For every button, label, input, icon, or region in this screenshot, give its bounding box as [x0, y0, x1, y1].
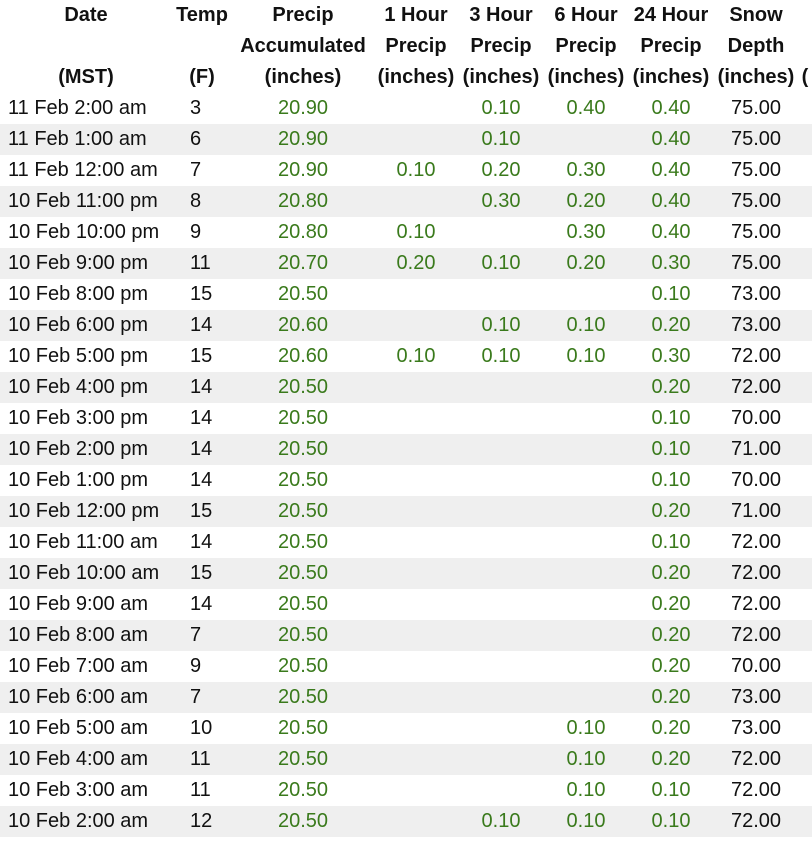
precip-24-hour-cell: 0.40	[628, 124, 714, 155]
precip-3-hour-cell	[458, 558, 544, 589]
precip-6-hour-cell: 0.30	[566, 221, 606, 243]
precip-3-hour-cell	[458, 713, 544, 744]
precip-3-hour-cell: 0.10	[458, 310, 544, 341]
precip-24-hour-cell: 0.30	[651, 345, 691, 367]
date-cell: 11 Feb 12:00 am	[8, 159, 158, 181]
precip-3-hour-cell: 0.10	[481, 97, 521, 119]
precip-1-hour-cell	[374, 310, 458, 341]
temp-cell: 12	[172, 806, 232, 837]
precip-24-hour-cell: 0.30	[628, 248, 714, 279]
precip-accumulated-cell: 20.50	[232, 434, 374, 465]
date-cell: 10 Feb 4:00 pm	[0, 372, 172, 403]
precip-accumulated-cell: 20.50	[277, 531, 329, 553]
date-cell: 10 Feb 6:00 am	[0, 682, 172, 713]
header-6-hour-precip: 6 Hour	[554, 4, 618, 26]
precip-1-hour-cell: 0.10	[396, 345, 436, 367]
precip-accumulated-cell: 20.50	[277, 593, 329, 615]
table-row	[0, 775, 812, 806]
header-extra	[798, 0, 812, 31]
precip-accumulated-cell: 20.70	[232, 248, 374, 279]
snow-depth-cell: 73.00	[730, 717, 782, 739]
precip-24-hour-cell: 0.40	[651, 221, 691, 243]
extra-cell	[798, 124, 812, 155]
precip-6-hour-cell: 0.10	[566, 779, 606, 801]
precip-3-hour-cell: 0.10	[458, 248, 544, 279]
extra-cell	[798, 341, 812, 372]
header-date-line2	[0, 31, 172, 62]
header-3-hour-precip-line2: Precip	[470, 35, 532, 57]
precip-accumulated-cell: 20.60	[277, 345, 329, 367]
date-cell: 10 Feb 2:00 am	[0, 806, 172, 837]
precip-24-hour-cell: 0.20	[628, 682, 714, 713]
precip-24-hour-cell: 0.20	[628, 620, 714, 651]
precip-3-hour-cell	[458, 372, 544, 403]
date-cell: 10 Feb 10:00 pm	[8, 221, 160, 243]
extra-cell	[798, 248, 812, 279]
date-cell: 10 Feb 10:00 am	[0, 558, 172, 589]
precip-accumulated-cell: 20.80	[232, 186, 374, 217]
table-row	[0, 372, 812, 403]
snow-depth-cell: 72.00	[714, 372, 798, 403]
precip-3-hour-cell: 0.10	[458, 806, 544, 837]
temp-cell: 11	[172, 744, 232, 775]
precip-24-hour-cell: 0.20	[651, 717, 691, 739]
precip-24-hour-cell: 0.10	[628, 806, 714, 837]
extra-cell	[798, 155, 812, 186]
table-header	[0, 0, 812, 93]
precip-accumulated-cell: 20.50	[277, 779, 329, 801]
date-cell: 10 Feb 2:00 pm	[0, 434, 172, 465]
precip-1-hour-cell	[374, 465, 458, 496]
temp-cell: 9	[190, 655, 202, 677]
extra-cell	[798, 279, 812, 310]
precip-24-hour-cell: 0.10	[651, 407, 691, 429]
date-cell: 10 Feb 9:00 pm	[0, 248, 172, 279]
snow-depth-cell: 70.00	[730, 407, 782, 429]
temp-cell: 15	[172, 496, 232, 527]
table-row	[0, 155, 812, 186]
precip-6-hour-cell	[544, 434, 628, 465]
snow-depth-cell: 72.00	[714, 744, 798, 775]
header-date: Date	[64, 4, 108, 26]
table-row	[0, 93, 812, 124]
header-24-hour-precip-line2: Precip	[640, 35, 702, 57]
header-snow-depth-line2: Depth	[727, 35, 785, 57]
precip-6-hour-cell	[544, 279, 628, 310]
header-extra-line2	[798, 31, 812, 62]
date-cell: 10 Feb 5:00 pm	[8, 345, 149, 367]
precip-accumulated-cell: 20.50	[232, 496, 374, 527]
snow-depth-cell: 72.00	[730, 531, 782, 553]
extra-cell	[798, 496, 812, 527]
table-row	[0, 434, 812, 465]
extra-cell	[798, 620, 812, 651]
table-row	[0, 403, 812, 434]
precip-6-hour-cell: 0.10	[544, 744, 628, 775]
precip-3-hour-cell	[458, 496, 544, 527]
precip-6-hour-cell: 0.30	[566, 159, 606, 181]
snow-depth-cell: 72.00	[714, 806, 798, 837]
header-1-hour-precip-unit: (inches)	[377, 66, 455, 88]
precip-1-hour-cell: 0.20	[374, 248, 458, 279]
precip-24-hour-cell: 0.20	[651, 655, 691, 677]
header-date-unit: (MST)	[58, 66, 114, 88]
precip-accumulated-cell: 20.50	[232, 806, 374, 837]
precip-3-hour-cell	[458, 651, 544, 682]
extra-cell	[798, 558, 812, 589]
temp-cell: 10	[190, 717, 213, 739]
precip-3-hour-cell	[458, 527, 544, 558]
precip-accumulated-cell: 20.50	[232, 558, 374, 589]
extra-cell	[798, 806, 812, 837]
precip-1-hour-cell	[374, 775, 458, 806]
precip-1-hour-cell	[374, 651, 458, 682]
precip-3-hour-cell	[458, 279, 544, 310]
temp-cell: 11	[190, 779, 211, 801]
extra-cell	[798, 465, 812, 496]
precip-accumulated-cell: 20.50	[277, 717, 329, 739]
table-row	[0, 651, 812, 682]
date-cell: 10 Feb 1:00 pm	[8, 469, 149, 491]
temp-cell: 15	[172, 558, 232, 589]
table-row	[0, 589, 812, 620]
table-row	[0, 496, 812, 527]
precip-accumulated-cell: 20.90	[277, 159, 329, 181]
snow-depth-cell: 75.00	[730, 97, 782, 119]
table-row	[0, 620, 812, 651]
header-temp-line2	[172, 31, 232, 62]
precip-3-hour-cell	[458, 620, 544, 651]
precip-1-hour-cell: 0.10	[396, 159, 436, 181]
precip-6-hour-cell	[544, 124, 628, 155]
precip-1-hour-cell	[374, 279, 458, 310]
date-cell: 10 Feb 11:00 pm	[0, 186, 172, 217]
snow-depth-cell: 73.00	[714, 310, 798, 341]
precip-accumulated-cell: 20.90	[277, 97, 329, 119]
header-extra-unit: (	[801, 66, 809, 88]
temp-cell: 14	[172, 372, 232, 403]
precip-6-hour-cell	[544, 372, 628, 403]
precip-1-hour-cell	[374, 124, 458, 155]
temp-cell: 3	[190, 97, 202, 119]
header-row-1	[0, 0, 812, 31]
precip-24-hour-cell: 0.10	[651, 779, 691, 801]
header-24-hour-precip: 24 Hour	[633, 4, 709, 26]
precip-1-hour-cell	[374, 403, 458, 434]
temp-cell: 14	[190, 407, 213, 429]
temp-cell: 14	[172, 434, 232, 465]
date-cell: 10 Feb 8:00 am	[0, 620, 172, 651]
temp-cell: 14	[190, 593, 213, 615]
extra-cell	[798, 527, 812, 558]
date-cell: 10 Feb 5:00 am	[8, 717, 149, 739]
header-snow-depth-unit: (inches)	[717, 66, 795, 88]
precip-24-hour-cell: 0.10	[651, 283, 691, 305]
precip-accumulated-cell: 20.50	[232, 744, 374, 775]
table-row	[0, 558, 812, 589]
precip-accumulated-cell: 20.50	[277, 283, 329, 305]
header-3-hour-precip: 3 Hour	[469, 4, 533, 26]
snow-depth-cell: 72.00	[714, 558, 798, 589]
header-1-hour-precip-line2: Precip	[385, 35, 447, 57]
snow-depth-cell: 71.00	[714, 496, 798, 527]
precip-3-hour-cell: 0.30	[458, 186, 544, 217]
precip-accumulated-cell: 20.50	[277, 407, 329, 429]
table-body	[0, 93, 812, 837]
precip-1-hour-cell	[374, 682, 458, 713]
precip-1-hour-cell	[374, 372, 458, 403]
header-24-hour-precip-unit: (inches)	[632, 66, 710, 88]
precip-6-hour-cell: 0.10	[566, 717, 606, 739]
precip-3-hour-cell	[458, 465, 544, 496]
precip-3-hour-cell	[458, 682, 544, 713]
precip-accumulated-cell: 20.60	[232, 310, 374, 341]
temp-cell: 11	[172, 248, 232, 279]
precip-24-hour-cell: 0.20	[628, 310, 714, 341]
header-snow-depth: Snow	[729, 4, 783, 26]
table-row	[0, 465, 812, 496]
header-precip-accumulated-line2: Accumulated	[240, 35, 366, 57]
precip-24-hour-cell: 0.10	[651, 531, 691, 553]
snow-depth-cell: 72.00	[730, 779, 782, 801]
precip-24-hour-cell: 0.40	[651, 159, 691, 181]
extra-cell	[798, 217, 812, 248]
date-cell: 10 Feb 4:00 am	[0, 744, 172, 775]
precip-3-hour-cell	[458, 744, 544, 775]
precip-6-hour-cell: 0.10	[544, 310, 628, 341]
temp-cell: 15	[190, 345, 213, 367]
extra-cell	[798, 744, 812, 775]
extra-cell	[798, 372, 812, 403]
temp-cell: 6	[172, 124, 232, 155]
table-row	[0, 713, 812, 744]
precip-6-hour-cell	[544, 527, 628, 558]
precip-24-hour-cell: 0.20	[651, 593, 691, 615]
precip-24-hour-cell: 0.20	[628, 558, 714, 589]
precip-accumulated-cell: 20.50	[232, 620, 374, 651]
precip-6-hour-cell	[544, 403, 628, 434]
snow-depth-cell: 73.00	[714, 682, 798, 713]
date-cell: 10 Feb 12:00 pm	[0, 496, 172, 527]
precip-24-hour-cell: 0.20	[628, 372, 714, 403]
precip-6-hour-cell: 0.20	[544, 248, 628, 279]
precip-3-hour-cell: 0.20	[481, 159, 521, 181]
header-precip-accumulated: Precip	[272, 4, 334, 26]
table-row	[0, 527, 812, 558]
precip-3-hour-cell	[458, 434, 544, 465]
extra-cell	[798, 589, 812, 620]
precip-1-hour-cell	[374, 496, 458, 527]
date-cell: 10 Feb 3:00 am	[8, 779, 149, 801]
precip-6-hour-cell	[544, 589, 628, 620]
temp-cell: 7	[190, 159, 202, 181]
precip-6-hour-cell: 0.40	[566, 97, 606, 119]
date-cell: 10 Feb 6:00 pm	[0, 310, 172, 341]
table-row	[0, 279, 812, 310]
snow-depth-cell: 70.00	[730, 655, 782, 677]
precip-accumulated-cell: 20.80	[277, 221, 329, 243]
temp-cell: 14	[190, 531, 213, 553]
precip-6-hour-cell	[544, 651, 628, 682]
date-cell: 10 Feb 8:00 pm	[8, 283, 149, 305]
table-row	[0, 341, 812, 372]
table-row	[0, 806, 812, 837]
precip-1-hour-cell	[374, 558, 458, 589]
precip-6-hour-cell	[544, 620, 628, 651]
date-cell: 11 Feb 2:00 am	[8, 97, 147, 119]
date-cell: 10 Feb 9:00 am	[8, 593, 149, 615]
precip-6-hour-cell	[544, 496, 628, 527]
precip-3-hour-cell	[458, 589, 544, 620]
precip-6-hour-cell	[544, 465, 628, 496]
precip-6-hour-cell	[544, 682, 628, 713]
extra-cell	[798, 310, 812, 341]
precip-3-hour-cell	[458, 403, 544, 434]
table-row	[0, 682, 812, 713]
precip-accumulated-cell: 20.50	[232, 682, 374, 713]
precip-1-hour-cell	[374, 527, 458, 558]
extra-cell	[798, 93, 812, 124]
precip-3-hour-cell	[458, 217, 544, 248]
precip-accumulated-cell: 20.50	[277, 655, 329, 677]
snow-depth-cell: 75.00	[730, 221, 782, 243]
extra-cell	[798, 775, 812, 806]
table-row	[0, 248, 812, 279]
header-row-3	[0, 62, 812, 93]
header-temp: Temp	[176, 4, 228, 26]
header-6-hour-precip-line2: Precip	[555, 35, 617, 57]
snow-depth-cell: 70.00	[730, 469, 782, 491]
snow-depth-cell: 71.00	[714, 434, 798, 465]
date-cell: 11 Feb 1:00 am	[0, 124, 172, 155]
temp-cell: 9	[190, 221, 202, 243]
snow-depth-cell: 75.00	[714, 124, 798, 155]
precip-24-hour-cell: 0.40	[651, 97, 691, 119]
temp-cell: 14	[172, 310, 232, 341]
precip-accumulated-cell: 20.50	[232, 372, 374, 403]
snow-depth-cell: 75.00	[730, 159, 782, 181]
precip-24-hour-cell: 0.20	[628, 496, 714, 527]
precip-1-hour-cell	[374, 620, 458, 651]
precip-6-hour-cell	[544, 558, 628, 589]
precip-6-hour-cell: 0.20	[544, 186, 628, 217]
date-cell: 10 Feb 11:00 am	[8, 531, 158, 553]
extra-cell	[798, 713, 812, 744]
precip-1-hour-cell	[374, 744, 458, 775]
extra-cell	[798, 682, 812, 713]
temp-cell: 14	[190, 469, 213, 491]
header-row-2	[0, 31, 812, 62]
precip-6-hour-cell: 0.10	[566, 345, 606, 367]
table-row	[0, 310, 812, 341]
precip-accumulated-cell: 20.90	[232, 124, 374, 155]
precip-1-hour-cell	[374, 186, 458, 217]
precip-3-hour-cell: 0.10	[458, 124, 544, 155]
temp-cell: 8	[172, 186, 232, 217]
precip-1-hour-cell	[374, 713, 458, 744]
header-1-hour-precip: 1 Hour	[384, 4, 448, 26]
header-precip-accumulated-unit: (inches)	[264, 66, 342, 88]
extra-cell	[798, 403, 812, 434]
date-cell: 10 Feb 7:00 am	[8, 655, 149, 677]
precip-24-hour-cell: 0.10	[628, 434, 714, 465]
precip-1-hour-cell	[374, 434, 458, 465]
extra-cell	[798, 651, 812, 682]
snow-depth-cell: 72.00	[714, 620, 798, 651]
precip-24-hour-cell: 0.10	[651, 469, 691, 491]
precip-1-hour-cell	[374, 589, 458, 620]
temp-cell: 7	[172, 620, 232, 651]
precip-1-hour-cell	[374, 806, 458, 837]
precip-1-hour-cell	[374, 93, 458, 124]
snow-depth-cell: 72.00	[730, 593, 782, 615]
temp-cell: 15	[190, 283, 213, 305]
temp-cell: 7	[172, 682, 232, 713]
snow-depth-cell: 73.00	[730, 283, 782, 305]
extra-cell	[798, 186, 812, 217]
snow-depth-cell: 75.00	[714, 248, 798, 279]
precip-3-hour-cell: 0.10	[481, 345, 521, 367]
precip-24-hour-cell: 0.20	[628, 744, 714, 775]
extra-cell	[798, 434, 812, 465]
table-row	[0, 124, 812, 155]
table-row	[0, 186, 812, 217]
table-row	[0, 217, 812, 248]
precip-6-hour-cell: 0.10	[544, 806, 628, 837]
precip-3-hour-cell	[458, 775, 544, 806]
precip-accumulated-cell: 20.50	[277, 469, 329, 491]
header-3-hour-precip-unit: (inches)	[462, 66, 540, 88]
snow-depth-cell: 75.00	[714, 186, 798, 217]
snow-depth-cell: 72.00	[730, 345, 782, 367]
header-temp-unit: (F)	[189, 66, 215, 88]
precip-1-hour-cell: 0.10	[396, 221, 436, 243]
precip-24-hour-cell: 0.40	[628, 186, 714, 217]
table-row	[0, 744, 812, 775]
header-6-hour-precip-unit: (inches)	[547, 66, 625, 88]
date-cell: 10 Feb 3:00 pm	[8, 407, 149, 429]
